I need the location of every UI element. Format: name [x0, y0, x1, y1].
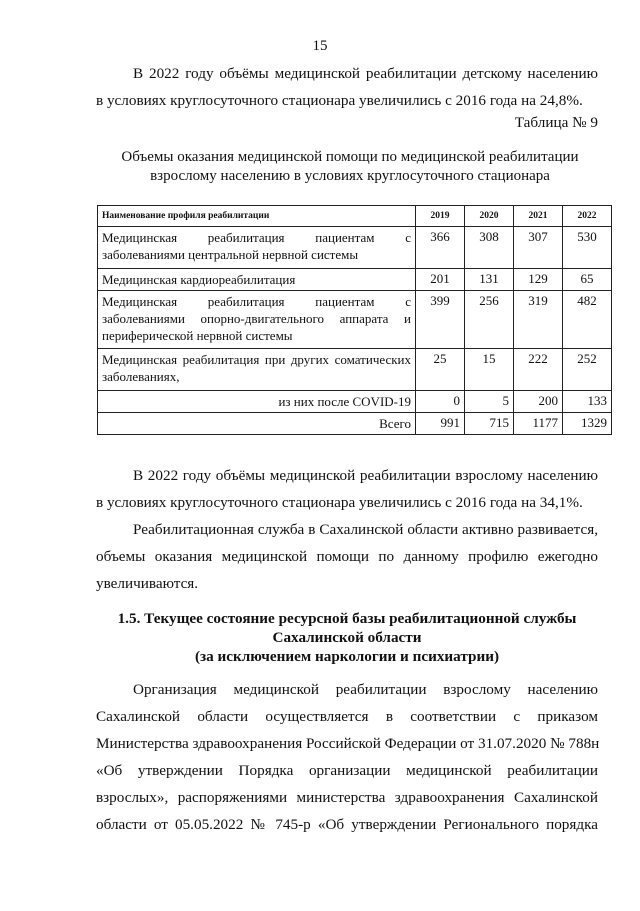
row-value: 129	[514, 269, 563, 291]
header-year: 2019	[416, 206, 465, 227]
row-profile-name: Медицинская реабилитация пациентам с заболеваниями центральной нервной системы	[98, 227, 416, 269]
row-value: 1177	[514, 413, 563, 435]
table-row	[98, 227, 612, 269]
table-title-line: взрослому населению в условиях круглосуточного стационара	[150, 168, 550, 184]
paragraph-line: в условиях круглосуточного стационара увеличились с 2016 года на 24,8%.	[96, 92, 583, 109]
section-heading-line: Сахалинской области	[272, 629, 422, 646]
table-label: Таблица № 9	[514, 114, 598, 131]
row-value: 319	[514, 291, 563, 349]
row-value: 399	[416, 291, 465, 349]
row-value: 0	[416, 391, 465, 413]
row-profile-name: из них после COVID-19	[98, 391, 416, 413]
paragraph-line: Реабилитационная служба в Сахалинской области активно развивается,	[133, 521, 598, 538]
header-profile-name: Наименование профиля реабилитации	[98, 206, 416, 227]
row-value: 222	[514, 349, 563, 391]
row-profile-name: Медицинская реабилитация при других соматических заболеваниях,	[98, 349, 416, 391]
table-row-total	[98, 413, 612, 435]
row-profile-name: Медицинская реабилитация пациентам с заболеваниями опорно-двигательного аппарата и периферической нервной системы	[98, 291, 416, 349]
row-profile-name: Медицинская кардиореабилитация	[98, 269, 416, 291]
row-value: 308	[465, 227, 514, 269]
row-value: 715	[465, 413, 514, 435]
paragraph-line: Министерства здравоохранения Российской Федерации от 31.07.2020 № 788н	[96, 735, 600, 752]
row-value: 1329	[563, 413, 612, 435]
paragraph-line: увеличиваются.	[96, 575, 199, 592]
header-year: 2022	[563, 206, 612, 227]
paragraph-line: области от 05.05.2022 № 745-р «Об утверждении Регионального порядка	[96, 816, 598, 833]
header-year: 2020	[465, 206, 514, 227]
paragraph-organization	[96, 676, 598, 838]
row-value: 65	[563, 269, 612, 291]
rehabilitation-volume-table	[97, 205, 612, 435]
paragraph-line: Организация медицинской реабилитации взрослому населению	[133, 681, 598, 698]
table-title-line: Объемы оказания медицинской помощи по медицинской реабилитации	[121, 149, 579, 165]
paragraph-line: В 2022 году объёмы медицинской реабилитации детскому населению	[133, 65, 598, 82]
table-title	[110, 148, 590, 186]
row-value: 133	[563, 391, 612, 413]
paragraph-line: В 2022 году объёмы медицинской реабилитации взрослому населению	[133, 467, 598, 484]
paragraph-children-rehab	[96, 60, 598, 114]
row-value: 5	[465, 391, 514, 413]
table-row-covid	[98, 391, 612, 413]
paragraph-line: «Об утверждении Порядка организации медицинской реабилитации	[96, 762, 598, 779]
row-value: 252	[563, 349, 612, 391]
table-row	[98, 349, 612, 391]
paragraph-line: Сахалинской области осуществляется в соответствии с приказом	[96, 708, 598, 725]
paragraph-adult-rehab	[96, 462, 598, 516]
paragraph-service-development	[96, 516, 598, 597]
row-value: 482	[563, 291, 612, 349]
header-year: 2021	[514, 206, 563, 227]
section-heading-line: (за исключением наркологии и психиатрии)	[194, 648, 500, 665]
row-value: 991	[416, 413, 465, 435]
row-value: 307	[514, 227, 563, 269]
row-value: 530	[563, 227, 612, 269]
row-value: 256	[465, 291, 514, 349]
page-number: 15	[312, 38, 328, 54]
table-row	[98, 291, 612, 349]
row-value: 201	[416, 269, 465, 291]
table-header-row	[98, 206, 612, 227]
table-row	[98, 269, 612, 291]
section-heading	[96, 609, 598, 666]
row-profile-name: Всего	[98, 413, 416, 435]
paragraph-line: взрослых», распоряжениями министерства здравоохранения Сахалинской	[96, 789, 598, 806]
section-heading-line: 1.5. Текущее состояние ресурсной базы реабилитационной службы	[117, 610, 577, 627]
row-value: 15	[465, 349, 514, 391]
row-value: 366	[416, 227, 465, 269]
row-value: 25	[416, 349, 465, 391]
paragraph-line: в условиях круглосуточного стационара увеличились с 2016 года на 34,1%.	[96, 494, 583, 511]
row-value: 131	[465, 269, 514, 291]
row-value: 200	[514, 391, 563, 413]
paragraph-line: объемы оказания медицинской помощи по данному профилю ежегодно	[96, 548, 598, 565]
